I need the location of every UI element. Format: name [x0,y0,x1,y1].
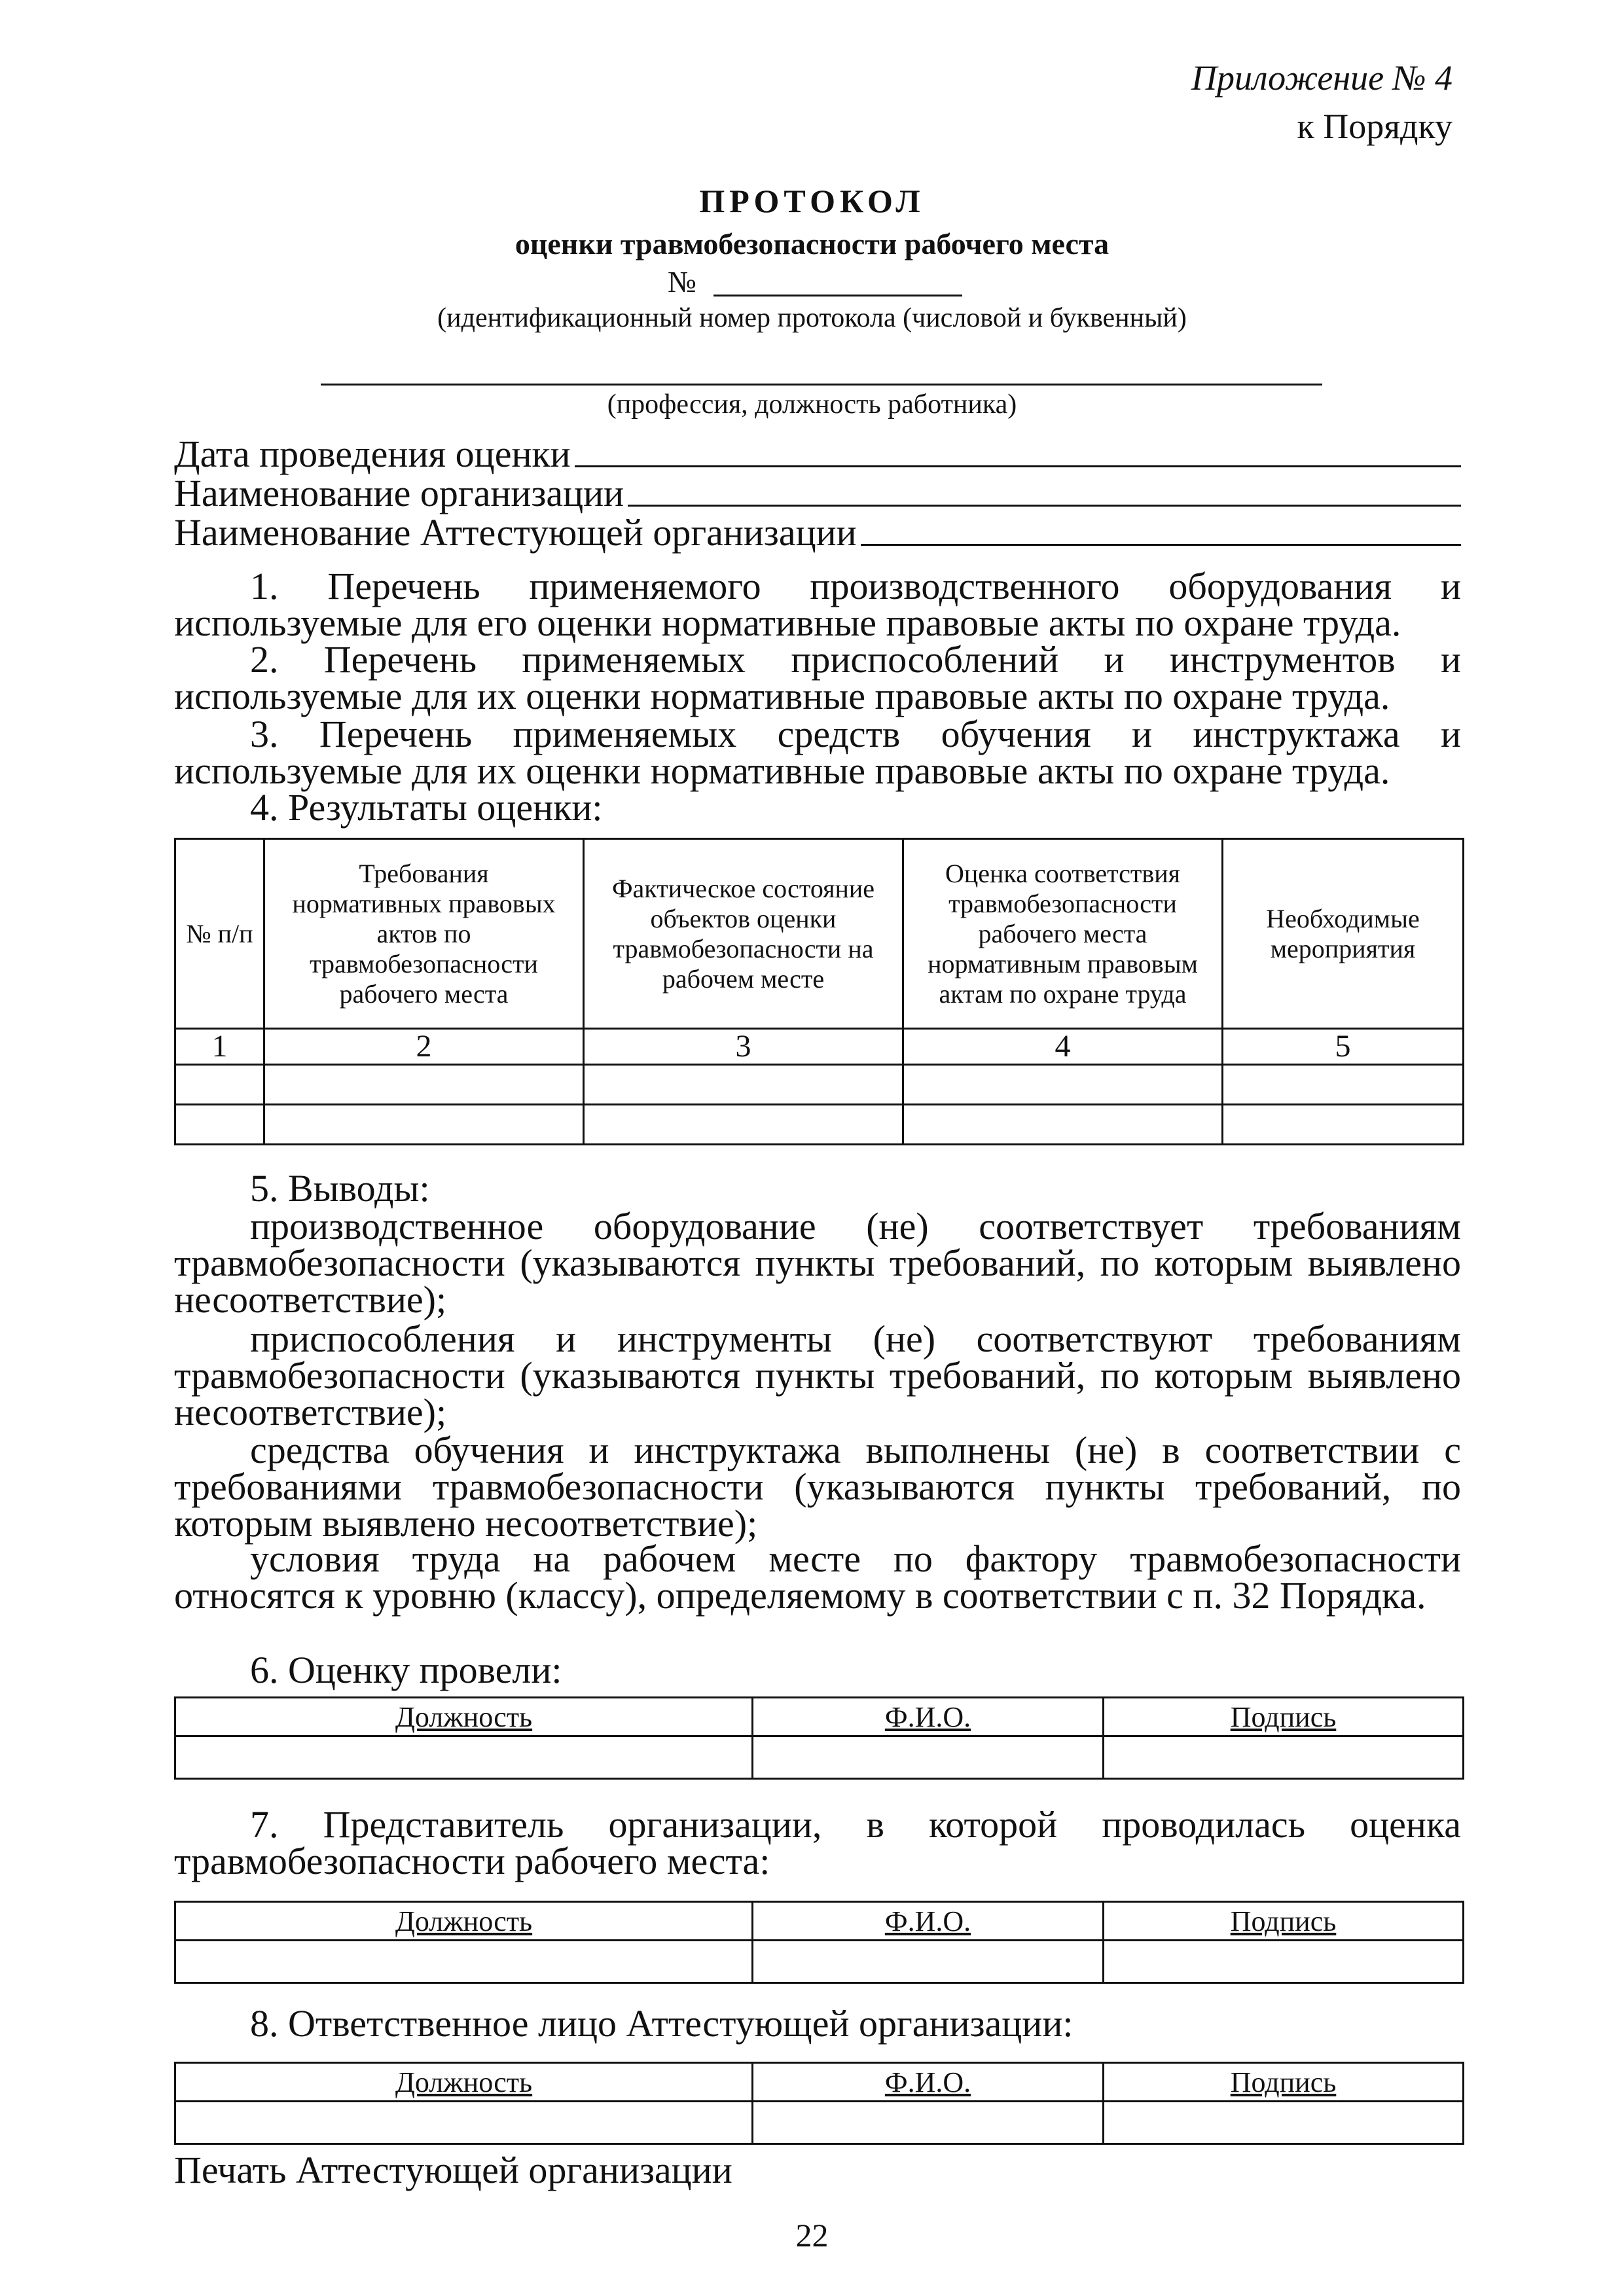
conclusions-heading: 5. Выводы: [250,1167,430,1210]
section8-heading: 8. Ответственное лицо Аттестующей организации: [250,2002,1074,2045]
table-cell [175,1736,753,1779]
item-2: 2. Перечень применяемых приспособлений и инструментов и используемые для их оценки нормативные правовые акты по охране труда. [174,638,1461,717]
table-cell [903,1105,1223,1145]
table-cell [1104,1941,1464,1983]
organization-name-field [174,473,1461,514]
table-cell [264,1105,584,1145]
protocol-subtitle: оценки травмобезопасности рабочего места [514,227,1110,260]
table-cell [175,2102,753,2144]
item-4: 4. Результаты оценки: [250,786,603,829]
item-3: 3. Перечень применяемых средств обучения и инструктажа и используемые для их оценки нормативные правовые акты по охране труда. [174,713,1461,792]
position-header: Должность [175,2063,753,2102]
page-number: 22 [795,2217,829,2253]
signature-header-row [175,1698,1464,1736]
table-cell [753,1736,1104,1779]
table-cell [584,1065,903,1105]
col-measures-header: Необходимые мероприятия [1223,839,1464,1029]
protocol-number-note: (идентификационный номер протокола (числовой и буквенный) [437,303,1187,333]
table-cell [264,1065,584,1105]
table-cell [584,1105,903,1145]
table-cell [753,2102,1104,2144]
signature-header: Подпись [1104,1698,1464,1736]
assessment-date-line [575,465,1461,467]
col-number-3: 3 [584,1029,903,1065]
col-number-header: № п/п [175,839,264,1029]
signature-empty-row [175,2102,1464,2144]
signature-header: Подпись [1104,2063,1464,2102]
col-number-2: 2 [264,1029,584,1065]
section6-signature-table [174,1696,1464,1780]
table-cell [175,1105,264,1145]
position-header: Должность [175,1902,753,1941]
profession-line [321,384,1322,386]
stamp-label: Печать Аттестующей организации [174,2149,732,2191]
col-number-1: 1 [175,1029,264,1065]
conclusion-equipment: производственное оборудование (не) соответствует требованиям травмобезопасности (указываются пункты требований, по которым выявлено несоответствие); [174,1205,1461,1321]
signature-empty-row [175,1736,1464,1779]
assessment-date-field [174,433,1461,475]
signature-header-row [175,2063,1464,2102]
col-compliance-header: Оценка соответствия травмобезопасности рабочего места нормативным правовым актам по охране труда [903,839,1223,1029]
protocol-number-line [713,295,962,296]
profession-note: (профессия, должность работника) [607,389,1017,420]
conclusion-tools: приспособления и инструменты (не) соответствуют требованиям травмобезопасности (указываются пункты требований, по которым выявлено несоответствие); [174,1318,1461,1433]
attesting-org-line [861,544,1461,546]
col-number-5: 5 [1223,1029,1464,1065]
table-cell [753,1941,1104,1983]
signature-header: Подпись [1104,1902,1464,1941]
protocol-number-sign: № [668,265,696,298]
table-cell [1104,2102,1464,2144]
col-number-4: 4 [903,1029,1223,1065]
col-requirements-header: Требования нормативных правовых актов по травмобезопасности рабочего места [264,839,584,1029]
results-empty-row [175,1065,1464,1105]
conclusion-conditions: условия труда на рабочем месте по фактору травмобезопасности относятся к уровню (классу), определяемому в соответствии с п. 32 Порядка. [174,1537,1461,1617]
organization-name-label: Наименование организации [174,472,624,514]
results-header-row [175,839,1464,1029]
section7-signature-table [174,1901,1464,1984]
assessment-date-label: Дата проведения оценки [174,433,571,475]
table-cell [1223,1065,1464,1105]
section6-heading: 6. Оценку провели: [250,1649,562,1691]
signature-empty-row [175,1941,1464,1983]
full-name-header: Ф.И.О. [753,1698,1104,1736]
full-name-header: Ф.И.О. [753,1902,1104,1941]
attesting-org-label: Наименование Аттестующей организации [174,511,857,554]
signature-header-row [175,1902,1464,1941]
col-actual-state-header: Фактическое состояние объектов оценки травмобезопасности на рабочем месте [584,839,903,1029]
table-cell [175,1941,753,1983]
results-numbering-row [175,1029,1464,1065]
table-cell [1223,1105,1464,1145]
table-cell [1104,1736,1464,1779]
section8-signature-table [174,2062,1464,2145]
section7-heading: 7. Представитель организации, в которой проводилась оценка травмобезопасности рабочего места: [174,1803,1461,1882]
results-table [174,838,1464,1145]
table-cell [175,1065,264,1105]
appendix-label: Приложение № 4 [1191,58,1453,98]
table-cell [903,1065,1223,1105]
order-reference: к Порядку [1297,107,1453,146]
position-header: Должность [175,1698,753,1736]
conclusion-training: средства обучения и инструктажа выполнены (не) в соответствии с требованиями травмобезопасности (указываются пункты требований, по которым выявлено несоответствие); [174,1429,1461,1545]
protocol-title: ПРОТОКОЛ [699,183,925,219]
full-name-header: Ф.И.О. [753,2063,1104,2102]
attesting-org-field [174,512,1461,554]
item-1: 1. Перечень применяемого производственного оборудования и используемые для его оценки нормативные правовые акты по охране труда. [174,565,1461,644]
results-empty-row [175,1105,1464,1145]
organization-name-line [628,505,1461,507]
